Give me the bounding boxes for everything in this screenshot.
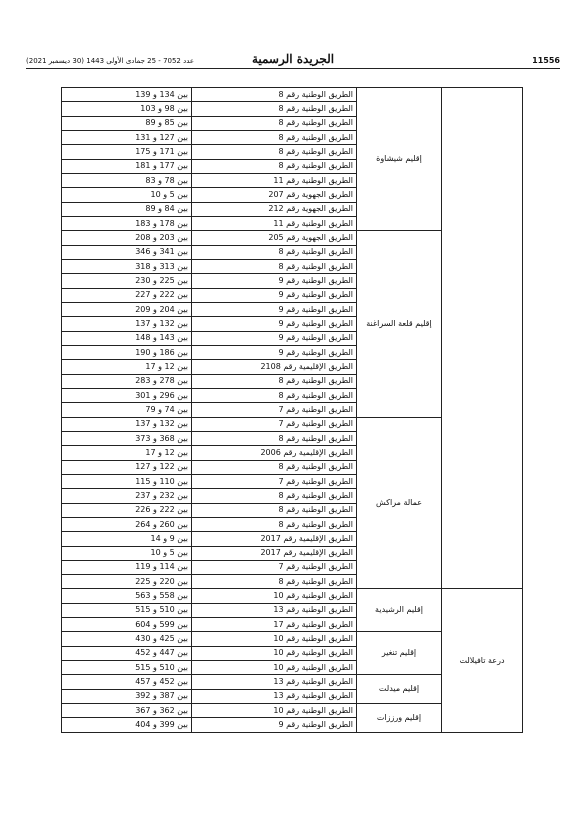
- kilometer-range: بين 114 و 119: [62, 560, 192, 574]
- kilometer-range: بين 425 و 430: [62, 632, 192, 646]
- road-name: الطريق الوطنية رقم 9: [192, 288, 357, 302]
- kilometer-range: بين 127 و 131: [62, 130, 192, 144]
- road-name: الطريق الوطنية رقم 8: [192, 245, 357, 259]
- province-name: إقليم قلعة السراغنة: [357, 231, 442, 417]
- kilometer-range: بين 84 و 89: [62, 202, 192, 216]
- road-name: الطريق الوطنية رقم 8: [192, 503, 357, 517]
- kilometer-range: بين 222 و 227: [62, 288, 192, 302]
- road-name: الطريق الوطنية رقم 8: [192, 159, 357, 173]
- kilometer-range: بين 399 و 404: [62, 718, 192, 732]
- kilometer-range: بين 78 و 83: [62, 173, 192, 187]
- kilometer-range: بين 220 و 225: [62, 575, 192, 589]
- road-name: الطريق الوطنية رقم 7: [192, 474, 357, 488]
- road-name: الطريق الوطنية رقم 13: [192, 603, 357, 617]
- road-name: الطريق الوطنية رقم 11: [192, 173, 357, 187]
- kilometer-range: بين 232 و 237: [62, 489, 192, 503]
- kilometer-range: بين 278 و 283: [62, 374, 192, 388]
- road-name: الطريق الوطنية رقم 8: [192, 460, 357, 474]
- road-name: الطريق الوطنية رقم 10: [192, 704, 357, 718]
- road-name: الطريق الإقليمية رقم 2006: [192, 446, 357, 460]
- page-header: [26, 44, 560, 69]
- road-name: الطريق الوطنية رقم 9: [192, 274, 357, 288]
- road-name: الطريق الوطنية رقم 10: [192, 589, 357, 603]
- road-name: الطريق الوطنية رقم 8: [192, 517, 357, 531]
- kilometer-range: بين 260 و 264: [62, 517, 192, 531]
- table-row: [62, 88, 523, 102]
- road-name: الطريق الإقليمية رقم 2017: [192, 532, 357, 546]
- road-name: الطريق الوطنية رقم 10: [192, 646, 357, 660]
- kilometer-range: بين 368 و 373: [62, 431, 192, 445]
- kilometer-range: بين 9 و 14: [62, 532, 192, 546]
- kilometer-range: بين 510 و 515: [62, 661, 192, 675]
- province-name: إقليم ميدلت: [357, 675, 442, 704]
- kilometer-range: بين 452 و 457: [62, 675, 192, 689]
- road-name: الطريق الوطنية رقم 9: [192, 317, 357, 331]
- province-name: إقليم الرشيدية: [357, 589, 442, 632]
- kilometer-range: بين 447 و 452: [62, 646, 192, 660]
- kilometer-range: بين 558 و 563: [62, 589, 192, 603]
- table-body: [62, 88, 523, 733]
- road-name: الطريق الوطنية رقم 8: [192, 145, 357, 159]
- road-name: الطريق الوطنية رقم 9: [192, 718, 357, 732]
- kilometer-range: بين 178 و 183: [62, 216, 192, 230]
- issue-info: عدد 7052 - 25 جمادى الأولى 1443 (30 ديسمبر 2021): [26, 57, 195, 65]
- road-sections-table: [61, 87, 523, 733]
- kilometer-range: بين 134 و 139: [62, 88, 192, 102]
- road-name: الطريق الوطنية رقم 10: [192, 661, 357, 675]
- kilometer-range: بين 177 و 181: [62, 159, 192, 173]
- road-name: الطريق الوطنية رقم 7: [192, 403, 357, 417]
- province-name: إقليم ورززات: [357, 704, 442, 733]
- kilometer-range: بين 122 و 127: [62, 460, 192, 474]
- road-name: الطريق الجهوية رقم 207: [192, 188, 357, 202]
- road-name: الطريق الوطنية رقم 8: [192, 575, 357, 589]
- kilometer-range: بين 599 و 604: [62, 618, 192, 632]
- kilometer-range: بين 12 و 17: [62, 446, 192, 460]
- road-name: الطريق الجهوية رقم 205: [192, 231, 357, 245]
- road-name: الطريق الوطنية رقم 8: [192, 388, 357, 402]
- road-name: الطريق الوطنية رقم 11: [192, 216, 357, 230]
- kilometer-range: بين 225 و 230: [62, 274, 192, 288]
- road-name: الطريق الوطنية رقم 7: [192, 417, 357, 431]
- kilometer-range: بين 110 و 115: [62, 474, 192, 488]
- kilometer-range: بين 510 و 515: [62, 603, 192, 617]
- road-name: الطريق الوطنية رقم 8: [192, 116, 357, 130]
- kilometer-range: بين 143 و 148: [62, 331, 192, 345]
- region-name: درعة تافيلالت: [442, 589, 523, 732]
- road-name: الطريق الوطنية رقم 17: [192, 618, 357, 632]
- road-name: الطريق الوطنية رقم 9: [192, 331, 357, 345]
- road-name: الطريق الوطنية رقم 9: [192, 302, 357, 316]
- province-name: عمالة مراكش: [357, 417, 442, 589]
- road-name: الطريق الوطنية رقم 8: [192, 102, 357, 116]
- kilometer-range: بين 387 و 392: [62, 689, 192, 703]
- province-name: إقليم تنغير: [357, 632, 442, 675]
- kilometer-range: بين 186 و 190: [62, 345, 192, 359]
- kilometer-range: بين 204 و 209: [62, 302, 192, 316]
- kilometer-range: بين 5 و 10: [62, 188, 192, 202]
- province-name: إقليم شيشاوة: [357, 88, 442, 231]
- kilometer-range: بين 296 و 301: [62, 388, 192, 402]
- kilometer-range: بين 98 و 103: [62, 102, 192, 116]
- road-name: الطريق الوطنية رقم 13: [192, 675, 357, 689]
- region-cell: [442, 88, 523, 589]
- road-name: الطريق الوطنية رقم 7: [192, 560, 357, 574]
- road-name: الطريق الوطنية رقم 10: [192, 632, 357, 646]
- road-name: الطريق الوطنية رقم 8: [192, 489, 357, 503]
- kilometer-range: بين 341 و 346: [62, 245, 192, 259]
- table-row: [62, 589, 523, 603]
- kilometer-range: بين 74 و 79: [62, 403, 192, 417]
- page-number: 11556: [532, 56, 560, 65]
- road-name: الطريق الجهوية رقم 212: [192, 202, 357, 216]
- gazette-title: الجريدة الرسمية: [251, 52, 335, 66]
- kilometer-range: بين 171 و 175: [62, 145, 192, 159]
- road-name: الطريق الوطنية رقم 9: [192, 345, 357, 359]
- kilometer-range: بين 5 و 10: [62, 546, 192, 560]
- kilometer-range: بين 362 و 367: [62, 704, 192, 718]
- road-name: الطريق الوطنية رقم 8: [192, 259, 357, 273]
- road-name: الطريق الوطنية رقم 8: [192, 374, 357, 388]
- road-name: الطريق الوطنية رقم 8: [192, 130, 357, 144]
- kilometer-range: بين 313 و 318: [62, 259, 192, 273]
- kilometer-range: بين 132 و 137: [62, 417, 192, 431]
- road-name: الطريق الإقليمية رقم 2108: [192, 360, 357, 374]
- kilometer-range: بين 85 و 89: [62, 116, 192, 130]
- kilometer-range: بين 203 و 208: [62, 231, 192, 245]
- road-name: الطريق الوطنية رقم 13: [192, 689, 357, 703]
- road-name: الطريق الإقليمية رقم 2017: [192, 546, 357, 560]
- kilometer-range: بين 12 و 17: [62, 360, 192, 374]
- kilometer-range: بين 132 و 137: [62, 317, 192, 331]
- road-name: الطريق الوطنية رقم 8: [192, 431, 357, 445]
- road-name: الطريق الوطنية رقم 8: [192, 88, 357, 102]
- kilometer-range: بين 222 و 226: [62, 503, 192, 517]
